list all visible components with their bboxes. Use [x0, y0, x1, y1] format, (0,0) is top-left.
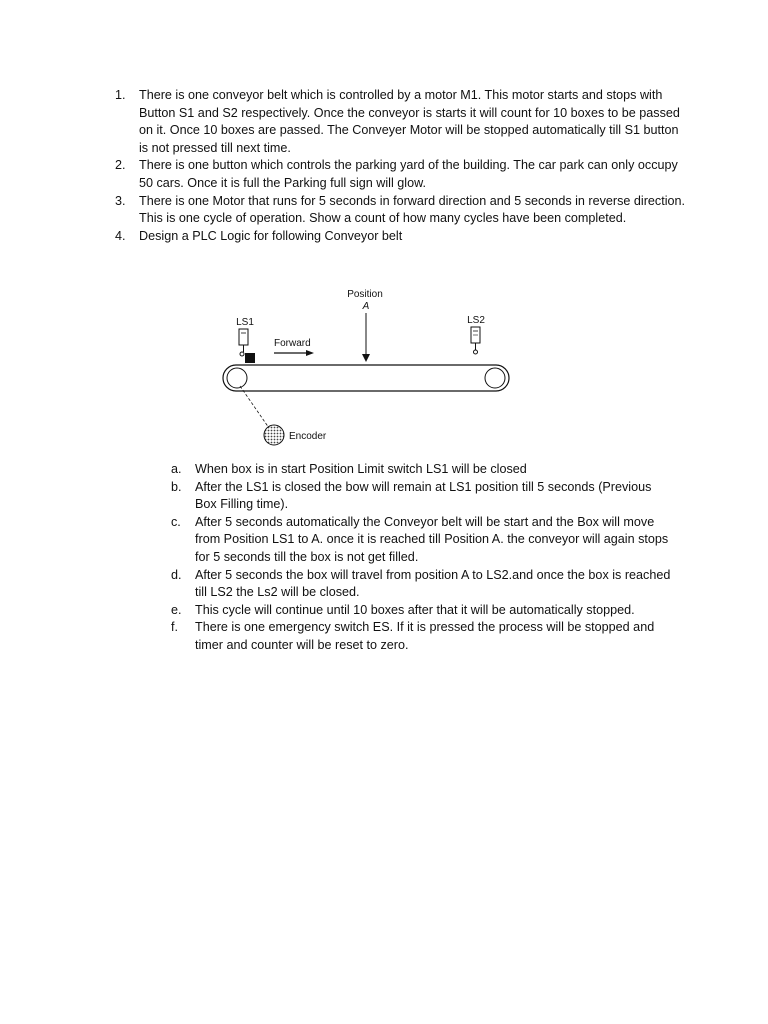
question-number: 3.: [115, 193, 126, 208]
requirement-letter: d.: [171, 567, 182, 582]
requirement-letter: a.: [171, 462, 182, 476]
requirement-text: After 5 seconds automatically the Conveyor belt will be start and the Box will move from Position LS1 to A. once it is reached till Position A. the conveyor will again stops for 5 seconds till the box is not get filled.: [195, 514, 669, 564]
question-number: 1.: [115, 88, 126, 102]
requirement-letter: c.: [171, 514, 181, 529]
requirement-item: [171, 461, 671, 479]
forward-arrowhead: [306, 350, 314, 356]
question-text: There is one conveyor belt which is controlled by a motor M1. This motor starts and stops with Button S1 and S2 respectively. Once the conveyor is starts it will count for 10 boxes to be passed on it. Once 10 boxes are passed. The Conveyer Motor will be stopped automatically till S1 button is not pressed till next time.: [139, 88, 680, 155]
question-number: 4.: [115, 228, 126, 243]
position-a-arrowhead: [362, 354, 370, 362]
requirement-item: [171, 479, 671, 514]
conveyor-belt: [223, 365, 509, 391]
encoder-icon: [264, 425, 284, 445]
requirement-text: After the LS1 is closed the bow will remain at LS1 position till 5 seconds (Previous Box Filling time).: [195, 479, 652, 512]
requirement-text: There is one emergency switch ES. If it is pressed the process will be stopped and timer and counter will be reset to zero.: [195, 620, 655, 652]
question-number: 2.: [115, 158, 126, 173]
question-text: There is one Motor that runs for 5 seconds in forward direction and 5 seconds in reverse direction. This is one cycle of operation. Show a count of how many cycles have been completed.: [139, 193, 686, 226]
box: [245, 353, 255, 363]
requirement-item: [171, 602, 671, 620]
requirement-list: [171, 461, 671, 655]
question-text: Design a PLC Logic for following Conveyor belt: [139, 228, 403, 243]
requirement-letter: f.: [171, 620, 178, 635]
requirement-item: [171, 567, 671, 602]
position-label: Position: [347, 289, 383, 300]
requirement-letter: e.: [171, 602, 182, 617]
position-letter: A: [362, 301, 370, 312]
left-pulley: [227, 368, 247, 388]
requirement-letter: b.: [171, 479, 182, 494]
ls1-limit-switch: [239, 329, 248, 356]
forward-label: Forward: [274, 338, 311, 349]
requirement-item: [171, 619, 671, 654]
requirement-item: [171, 514, 671, 567]
ls1-label: LS1: [236, 317, 254, 328]
right-pulley: [485, 368, 505, 388]
requirement-text: This cycle will continue until 10 boxes after that it will be automatically stopped.: [195, 602, 635, 617]
requirement-text: When box is in start Position Limit switch LS1 will be closed: [195, 462, 527, 476]
ls2-label: LS2: [467, 315, 485, 326]
encoder-label: Encoder: [289, 431, 327, 442]
requirement-text: After 5 seconds the box will travel from position A to LS2.and once the box is reached till LS2 the Ls2 will be closed.: [195, 567, 671, 600]
ls2-limit-switch: [471, 327, 480, 354]
encoder-link: [240, 386, 269, 428]
question-text: There is one button which controls the parking yard of the building. The car park can only occupy 50 cars. Once it is full the Parking full sign will glow.: [139, 158, 678, 190]
